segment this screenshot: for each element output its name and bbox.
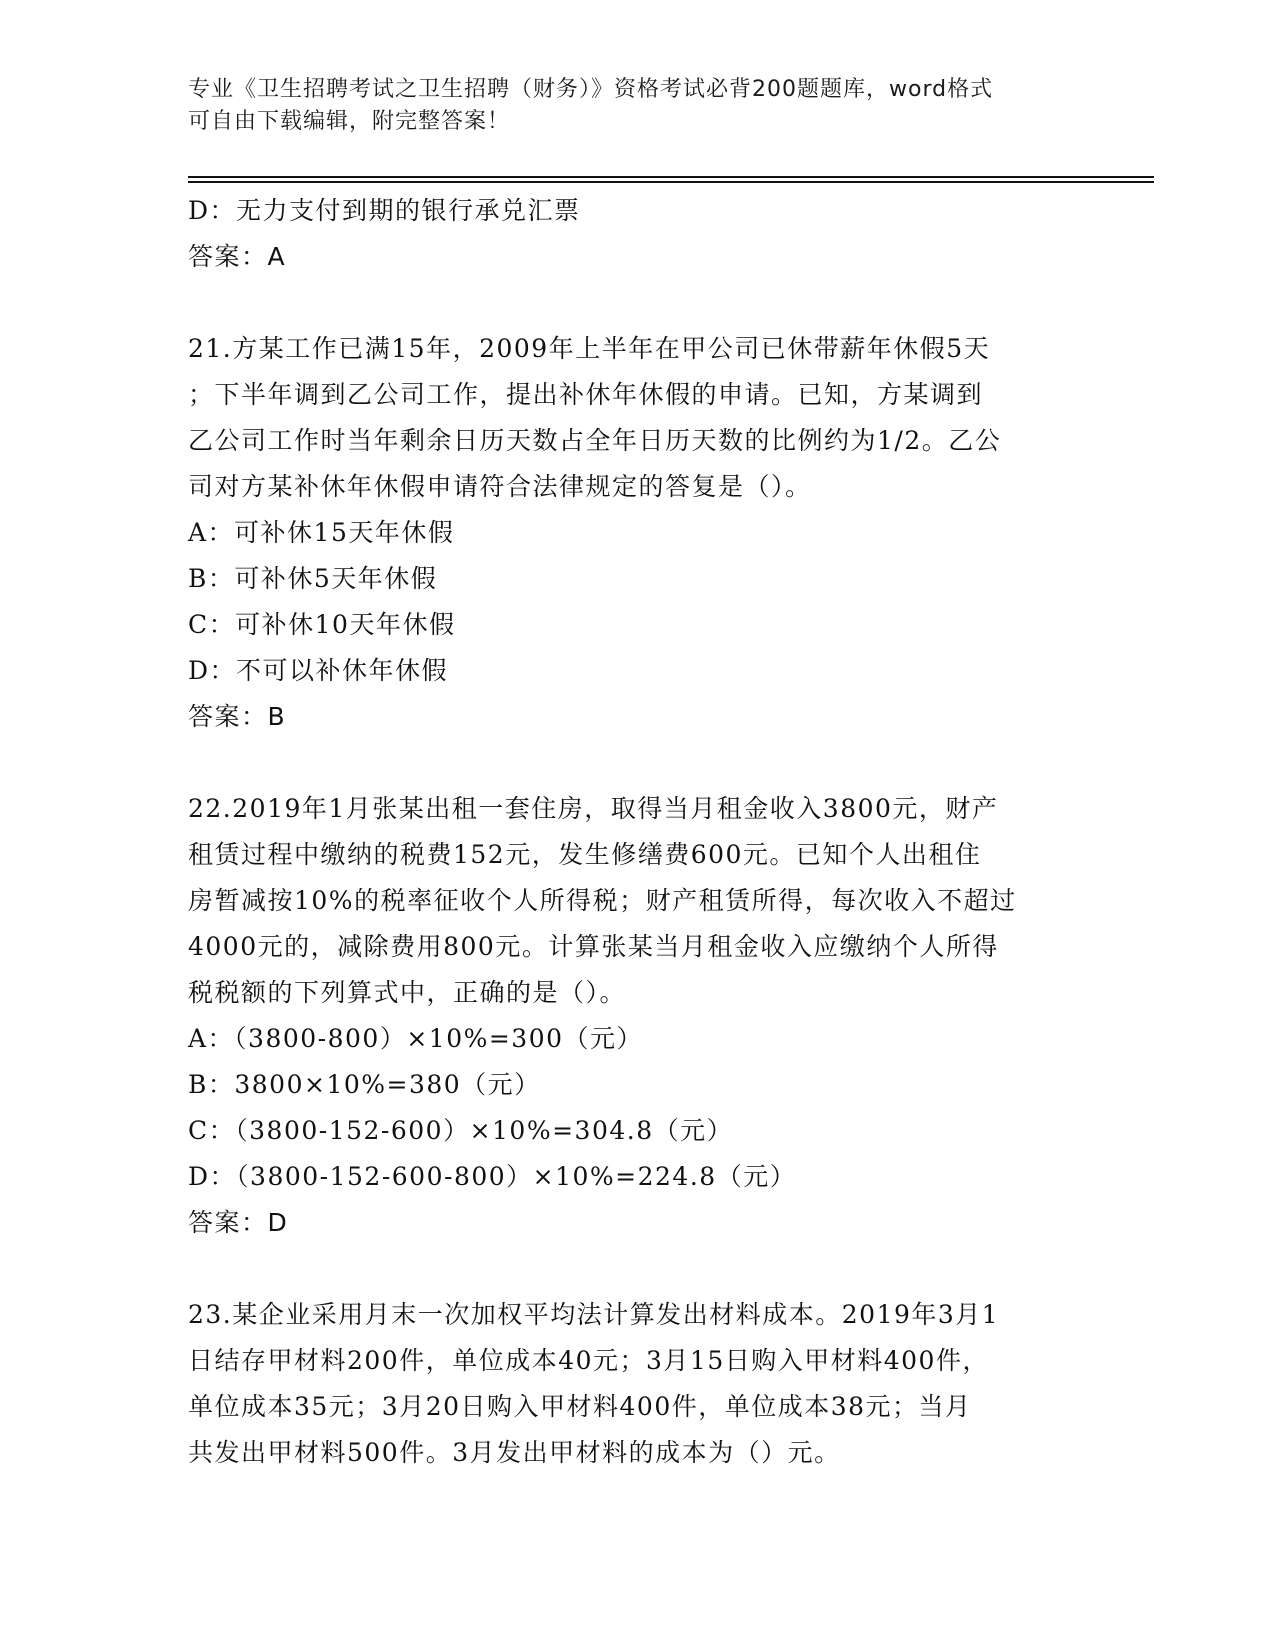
question-text-line: 房暂减按10%的税率征收个人所得税；财产租赁所得，每次收入不超过 (188, 886, 1017, 915)
header-divider-bottom (188, 181, 1154, 183)
header-line-2: 可自由下载编辑，附完整答案！ (188, 109, 511, 134)
option-d: D：无力支付到期的银行承兑汇票 (188, 196, 581, 225)
question-23 (188, 1292, 1088, 1476)
option-a: A：（3800-800）×10%=300（元） (188, 1024, 644, 1053)
question-text-line: 乙公司工作时当年剩余日历天数占全年日历天数的比例约为1/2。乙公 (188, 426, 1002, 455)
question-text-line: 税税额的下列算式中，正确的是（）。 (188, 978, 627, 1007)
answer: 答案：B (188, 702, 287, 731)
question-22 (188, 786, 1088, 1246)
option-b: B：3800×10%=380（元） (188, 1070, 541, 1099)
question-text-line: 租赁过程中缴纳的税费152元，发生修缮费600元。已知个人出租住 (188, 840, 982, 869)
answer: 答案：A (188, 242, 287, 271)
spacer (188, 740, 1088, 786)
option-a: A：可补休15天年休假 (188, 518, 455, 547)
question-text-line: ；下半年调到乙公司工作，提出补休年休假的申请。已知，方某调到 (188, 380, 984, 409)
option-d: D：不可以补休年休假 (188, 656, 449, 685)
page-content (188, 188, 1088, 1476)
option-c: C：（3800-152-600）×10%=304.8（元） (188, 1116, 734, 1145)
option-b: B：可补休5天年休假 (188, 564, 438, 593)
question-text-line: 23.某企业采用月末一次加权平均法计算发出材料成本。2019年3月1 (188, 1300, 1000, 1329)
question-text-line: 21.方某工作已满15年，2009年上半年在甲公司已休带薪年休假5天 (188, 334, 991, 363)
header-line-1: 专业《卫生招聘考试之卫生招聘（财务）》资格考试必背200题题库，word格式 (188, 77, 994, 102)
option-d: D：（3800-152-600-800）×10%=224.8（元） (188, 1162, 797, 1191)
question-21 (188, 326, 1088, 740)
question-text-line: 司对方某补休年休假申请符合法律规定的答复是（）。 (188, 472, 812, 501)
question-text-line: 日结存甲材料200件，单位成本40元；3月15日购入甲材料400件， (188, 1346, 989, 1375)
prev-question-tail (188, 188, 1088, 280)
document-header (188, 74, 1088, 138)
question-text-line: 22.2019年1月张某出租一套住房，取得当月租金收入3800元，财产 (188, 794, 999, 823)
question-text-line: 共发出甲材料500件。3月发出甲材料的成本为（）元。 (188, 1438, 841, 1467)
spacer (188, 280, 1088, 326)
answer: 答案：D (188, 1208, 289, 1237)
option-c: C：可补休10天年休假 (188, 610, 456, 639)
spacer (188, 1246, 1088, 1292)
question-text-line: 4000元的，减除费用800元。计算张某当月租金收入应缴纳个人所得 (188, 932, 999, 961)
header-divider-top (188, 176, 1154, 178)
question-text-line: 单位成本35元；3月20日购入甲材料400件，单位成本38元；当月 (188, 1392, 972, 1421)
